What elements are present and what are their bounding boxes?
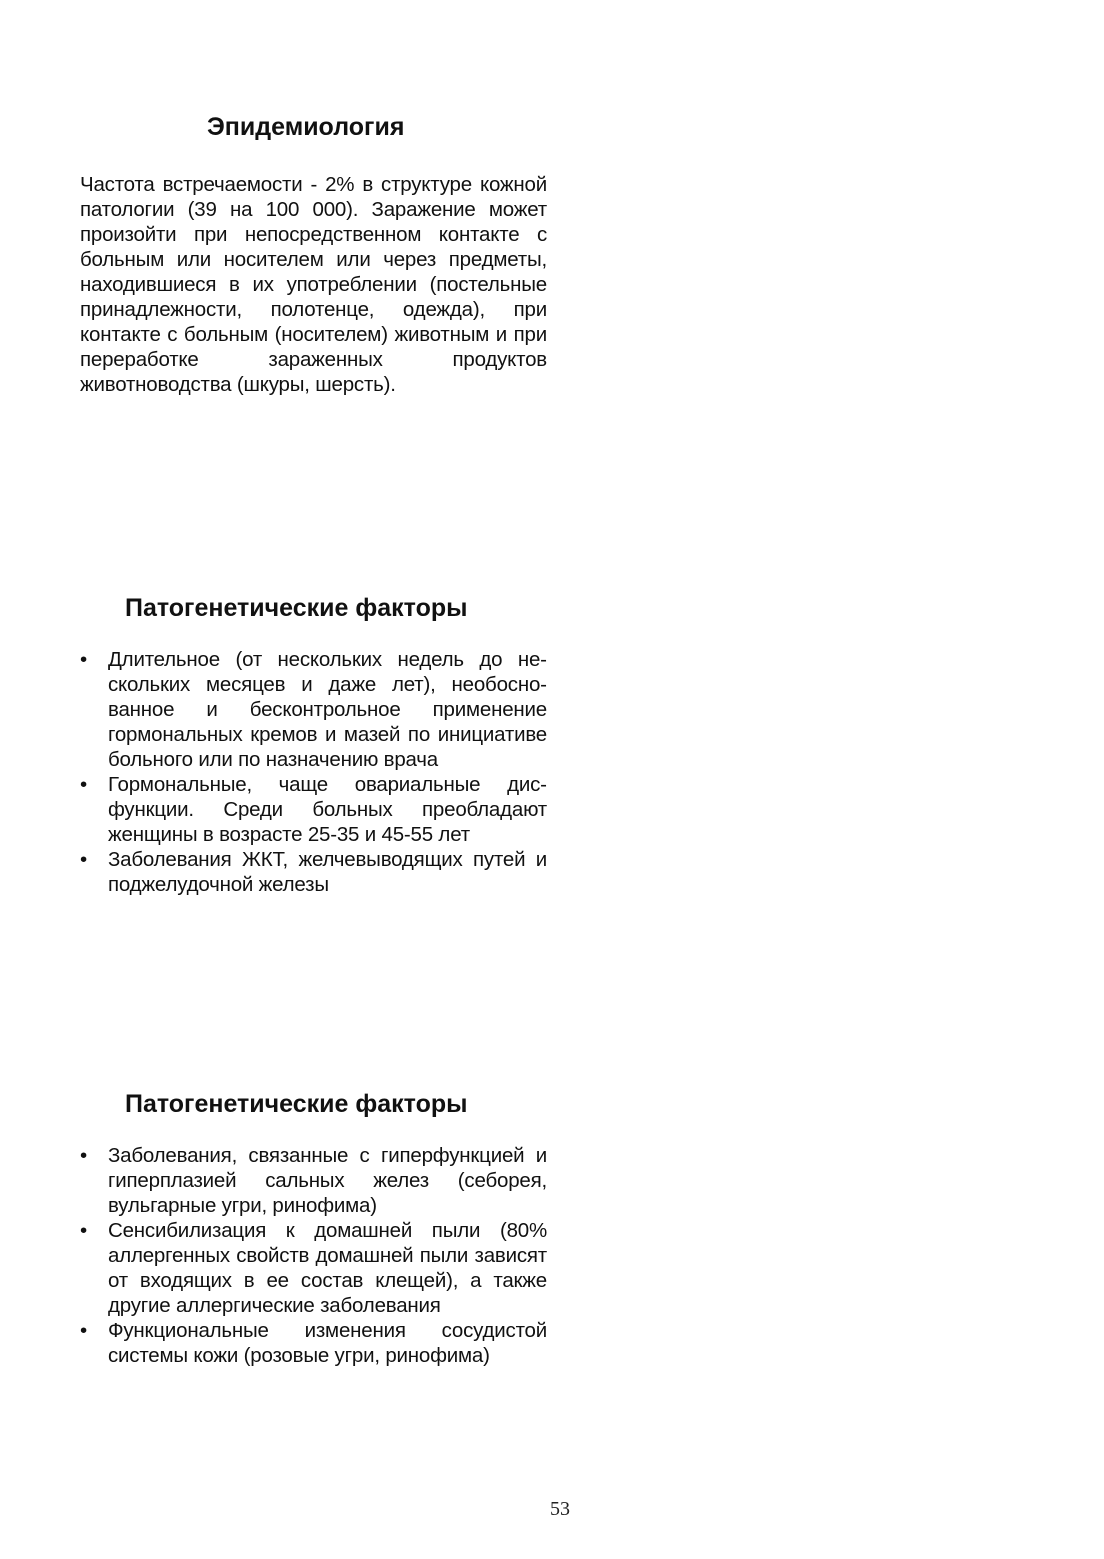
list-item: [80, 847, 547, 897]
page-number: 53: [550, 1498, 570, 1520]
list-item: [80, 647, 547, 772]
list-item-text: Функциональные изменения сосудистой системы кожи (розовые угри, ринофима): [108, 1319, 547, 1367]
list-item-text: Длительное (от нескольких недель до нескольких месяцев и даже лет), необоснованное и бесконтрольное применение гормональных кремов и мазей по инициативе больного или по назначению врача: [108, 648, 547, 771]
section-heading: Эпидемиология: [207, 113, 405, 141]
list-item: [80, 772, 547, 847]
bullet-list: [80, 1143, 547, 1368]
bullet-icon: •: [80, 648, 87, 671]
section-pathogenetic-factors-2: [80, 1089, 547, 1368]
bullet-icon: •: [80, 773, 87, 796]
list-item: [80, 1318, 547, 1368]
bullet-icon: •: [80, 1319, 87, 1342]
section-epidemiology: [80, 112, 547, 397]
list-item: [80, 1218, 547, 1318]
list-item: [80, 1143, 547, 1218]
bullet-list: [80, 647, 547, 897]
list-item-text: Заболевания, связанные с гиперфункцией и гиперплазией сальных желез (себорея, вульгарные угри, ринофима): [108, 1144, 547, 1217]
list-item-text: Сенсибилизация к домашней пыли (80% аллергенных свойств домашней пыли зависят от входящих в ее состав клещей), а также другие аллергические заболевания: [108, 1219, 547, 1317]
section-heading: Патогенетические факторы: [125, 594, 468, 622]
section-heading: Патогенетические факторы: [125, 1090, 468, 1118]
bullet-icon: •: [80, 1219, 87, 1242]
list-item-text: Заболевания ЖКТ, желчевыводящих путей и поджелудочной железы: [108, 848, 547, 896]
bullet-icon: •: [80, 848, 87, 871]
section-paragraph: Частота встречаемости - 2% в структуре кожной патологии (39 на 100 000). Заражение может произойти при непосредственном контакте с больным или носителем или через предметы, находившиеся в их употреблении (постельные принадлежности, полотенце, одежда), при контакте с больным (носителем) животным и при переработке зараженных продуктов животноводства (шкуры, шерсть).: [80, 173, 547, 396]
section-pathogenetic-factors-1: [80, 593, 547, 897]
list-item-text: Гормональные, чаще овариальные дисфункции. Среди больных преобладают женщины в возрасте 25-35 и 45-55 лет: [108, 773, 547, 846]
bullet-icon: •: [80, 1144, 87, 1167]
